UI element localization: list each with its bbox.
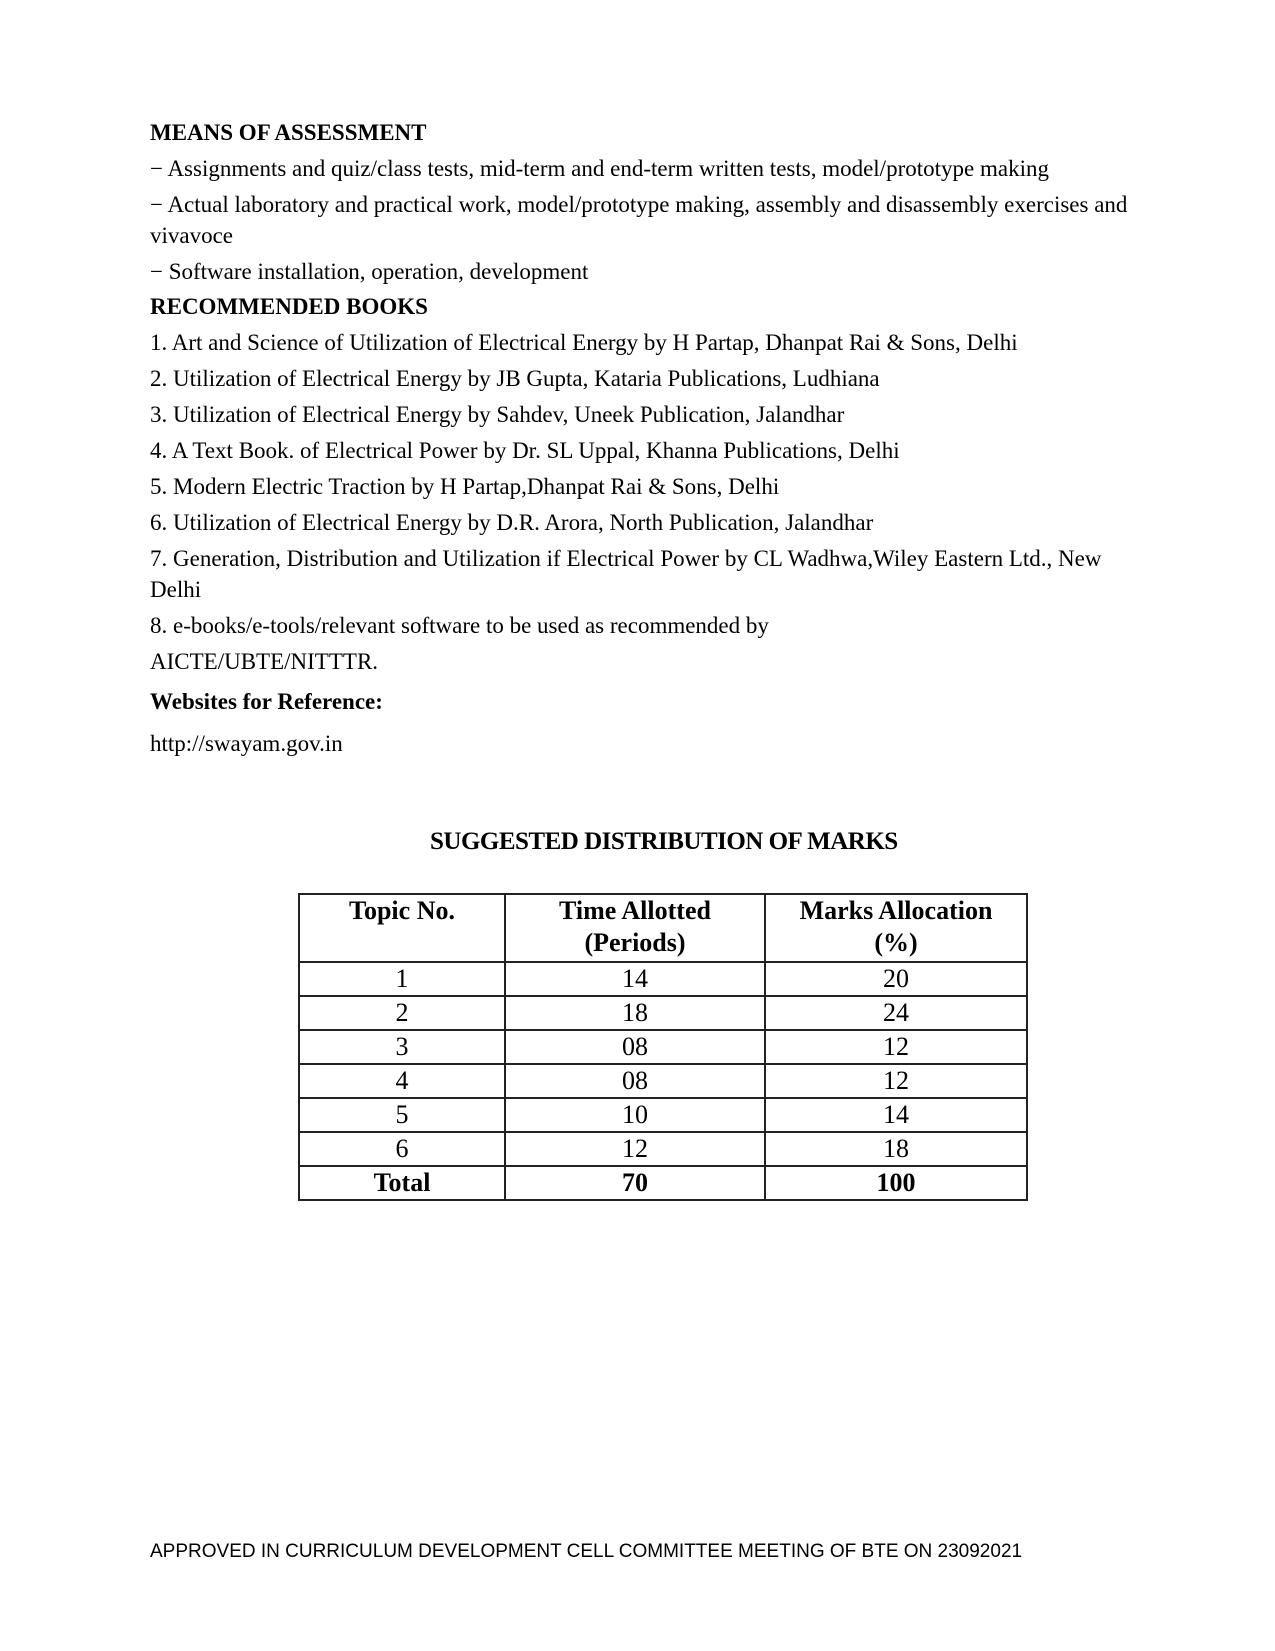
book-item: 8. e-books/e-tools/relevant software to be used as recommended by [150,613,769,638]
header-marks-allocation-text: Marks Allocation (%) [799,896,993,957]
table-row [299,996,1027,1030]
marks-cell: 14 [765,1098,1027,1132]
table-row [299,1132,1027,1166]
table-header-row [299,894,1027,962]
marks-cell: 24 [765,996,1027,1030]
book-item: 4. A Text Book. of Electrical Power by Dr. SL Uppal, Khanna Publications, Delhi [150,438,900,463]
table-row [299,1030,1027,1064]
marks-cell: 12 [765,1030,1027,1064]
periods-cell: 08 [505,1030,765,1064]
table-total-row [299,1166,1027,1200]
table-row [299,962,1027,996]
total-marks-cell: 100 [765,1166,1027,1200]
book-item: 3. Utilization of Electrical Energy by Sahdev, Uneek Publication, Jalandhar [150,402,845,427]
assessment-item: − Software installation, operation, development [150,259,589,284]
topic-cell: 1 [299,962,505,996]
topic-cell: 5 [299,1098,505,1132]
table-row [299,1064,1027,1098]
topic-cell: 4 [299,1064,505,1098]
marks-distribution-table [298,893,1028,1201]
marks-cell: 18 [765,1132,1027,1166]
periods-cell: 08 [505,1064,765,1098]
marks-table-title: SUGGESTED DISTRIBUTION OF MARKS [430,828,898,855]
assessment-heading: MEANS OF ASSESSMENT [150,120,427,145]
header-marks-allocation [765,894,1027,962]
periods-cell: 10 [505,1098,765,1132]
header-time-allotted-text: Time Allotted (Periods) [559,896,711,957]
header-topic-no: Topic No. [299,894,505,962]
books-heading: RECOMMENDED BOOKS [150,294,428,319]
topic-cell: 6 [299,1132,505,1166]
document-body [150,118,1140,759]
book-item: 5. Modern Electric Traction by H Partap,Dhanpat Rai & Sons, Delhi [150,474,780,499]
websites-heading: Websites for Reference: [150,689,383,714]
topic-cell: 3 [299,1030,505,1064]
periods-cell: 14 [505,962,765,996]
periods-cell: 18 [505,996,765,1030]
assessment-item: − Assignments and quiz/class tests, mid-term and end-term written tests, model/prototype making [150,156,1049,181]
book-item: 7. Generation, Distribution and Utilization if Electrical Power by CL Wadhwa,Wiley Eastern Ltd., New Delhi [150,546,1102,602]
table-row [299,1098,1027,1132]
approval-footer: APPROVED IN CURRICULUM DEVELOPMENT CELL COMMITTEE MEETING OF BTE ON 23092021 [150,1541,1023,1562]
periods-cell: 12 [505,1132,765,1166]
total-periods-cell: 70 [505,1166,765,1200]
assessment-item: − Actual laboratory and practical work, model/prototype making, assembly and disassembly exercises and vivavoce [150,192,1128,248]
book-item: AICTE/UBTE/NITTTR. [150,649,379,674]
marks-cell: 12 [765,1064,1027,1098]
book-item: 1. Art and Science of Utilization of Electrical Energy by H Partap, Dhanpat Rai & Sons, Delhi [150,330,1018,355]
reference-url: http://swayam.gov.in [150,731,343,756]
header-time-allotted [505,894,765,962]
marks-cell: 20 [765,962,1027,996]
total-label-cell: Total [299,1166,505,1200]
topic-cell: 2 [299,996,505,1030]
book-item: 2. Utilization of Electrical Energy by JB Gupta, Kataria Publications, Ludhiana [150,366,880,391]
book-item: 6. Utilization of Electrical Energy by D.R. Arora, North Publication, Jalandhar [150,510,874,535]
